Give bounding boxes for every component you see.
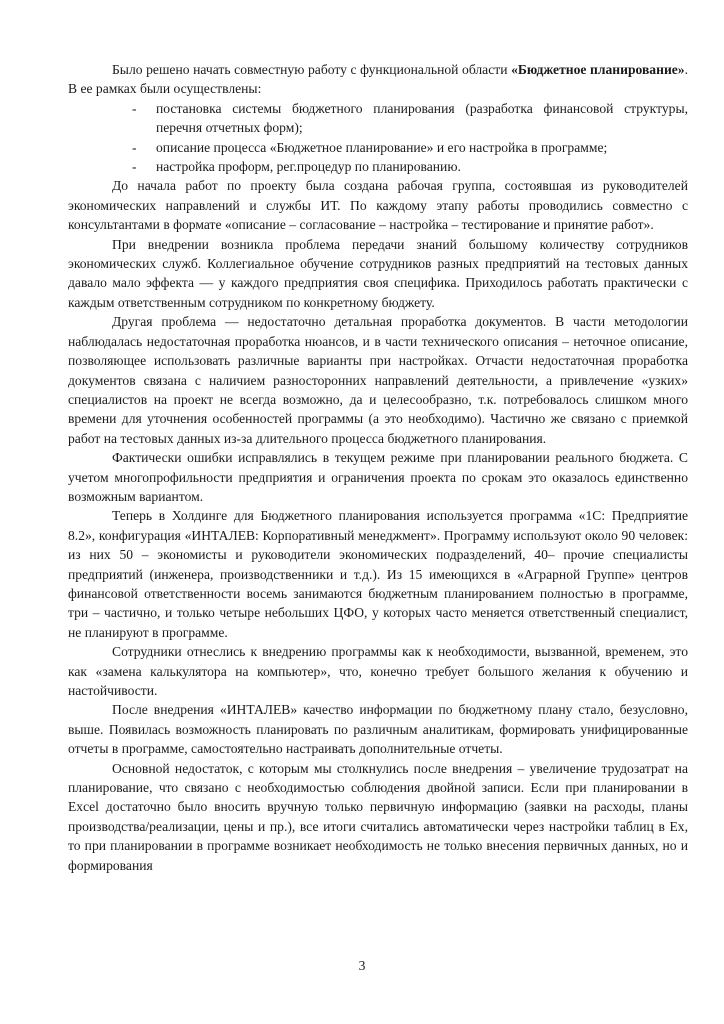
activities-list xyxy=(68,99,688,177)
list-item-text: настройка проформ, рег.процедур по планированию. xyxy=(156,159,461,175)
list-marker: - xyxy=(132,100,137,116)
paragraph-working-group: До начала работ по проекту была создана рабочая группа, состоявшая из руководителей экономических направлений и службы ИТ. По каждому этапу работы проводились совместно с консультантами в формате «описание – согласование – настройка – тестирование и принятие работ». xyxy=(68,178,688,233)
paragraph-intro xyxy=(68,60,688,99)
paragraph-documentation-problem: Другая проблема — недостаточно детальная проработка документов. В части методологии наблюдалась недостаточная проработка нюансов, и в части технического описания – неточное описание, позволяющее использовать различные варианты при настройках. Отчасти недостаточная проработка документов связана с наличием разносторонних направлений деятельности, а привлечение «узких» специалистов на проект не всегда возможно, да и целесообразно, т.к. потребовалось слишком много времени для уточнения особенностей программы (а это необходимо). Частично же связано с приемкой работ на тестовых данных из-за длительного процесса бюджетного планирования. xyxy=(68,314,688,446)
list-item xyxy=(68,138,688,157)
intro-text-start: Было решено начать совместную работу с функциональной области xyxy=(112,62,512,77)
list-item-text: описание процесса «Бюджетное планирование» и его настройка в программе; xyxy=(156,139,608,155)
paragraph-error-fixing: Фактически ошибки исправлялись в текущем режиме при планировании реального бюджета. С учетом многопрофильности предприятия и ограничения проекта по срокам это оказалось единственно возможным вариантом. xyxy=(68,450,688,504)
paragraph-main-drawback: Основной недостаток, с которым мы столкнулись после внедрения – увеличение трудозатрат на планирование, что связано с необходимостью соблюдения двойной записи. Если при планировании в Excel достаточно было вносить вручную только первичную информацию (заявки на расходы, планы производства/реализации, цены и пр.), все итоги считались автоматически через настройки таблиц в Ех, то при планировании в программе возникает необходимость не только внесения первичных данных, но и формирования xyxy=(68,760,688,873)
list-marker: - xyxy=(132,139,137,155)
paragraph-staff-attitude: Сотрудники отнеслись к внедрению программы как к необходимости, вызванной, временем, это как «замена калькулятора на компьютер», что, конечно требует большого желания к обучению и настойчивости. xyxy=(68,644,688,698)
document-body xyxy=(68,60,688,875)
page-number: 3 xyxy=(358,958,366,973)
paragraph-program-usage: Теперь в Холдинге для Бюджетного планирования используется программа «1С: Предприятие 8.2», конфигурация «ИНТАЛЕВ: Корпоративный менеджмент». Программу используют около 90 человек: из них 50 – экономисты и руководители экономических подразделений, 40– прочие специалисты предприятий (инженера, производственники и т.д.). Из 15 имеющихся в «Аграрной Группе» центров финансовой ответственности восемь занимаются бюджетным планированием полностью в программе, три – частично, и только четыре небольших ЦФО, у которых часто меняется ответственный специалист, не планируют в программе. xyxy=(68,508,688,640)
intro-bold-term: «Бюджетное планирование» xyxy=(511,62,685,77)
list-item xyxy=(68,99,688,138)
list-item-text: постановка системы бюджетного планирования (разработка финансовой структуры, перечня отчетных форм); xyxy=(156,100,688,136)
list-item xyxy=(68,157,688,176)
paragraph-knowledge-transfer: При внедрении возникла проблема передачи знаний большому количеству сотрудников экономических служб. Коллегиальное обучение сотрудников разных предприятий на тестовых данных давало мало эффекта — у каждого предприятия своя специфика. Приходилось работать практически с каждым ответственным сотрудником по конкретному бюджету. xyxy=(68,236,688,310)
intro-text-end: . В ее рамках были осуществлены: xyxy=(68,62,689,97)
paragraph-quality-improvement: После внедрения «ИНТАЛЕВ» качество информации по бюджетному плану стало, безусловно, выше. Появилась возможность планировать по различным аналитикам, формировать унифицированные отчеты в программе, самостоятельно настраивать дополнительные отчеты. xyxy=(68,702,688,757)
list-marker: - xyxy=(132,159,137,175)
